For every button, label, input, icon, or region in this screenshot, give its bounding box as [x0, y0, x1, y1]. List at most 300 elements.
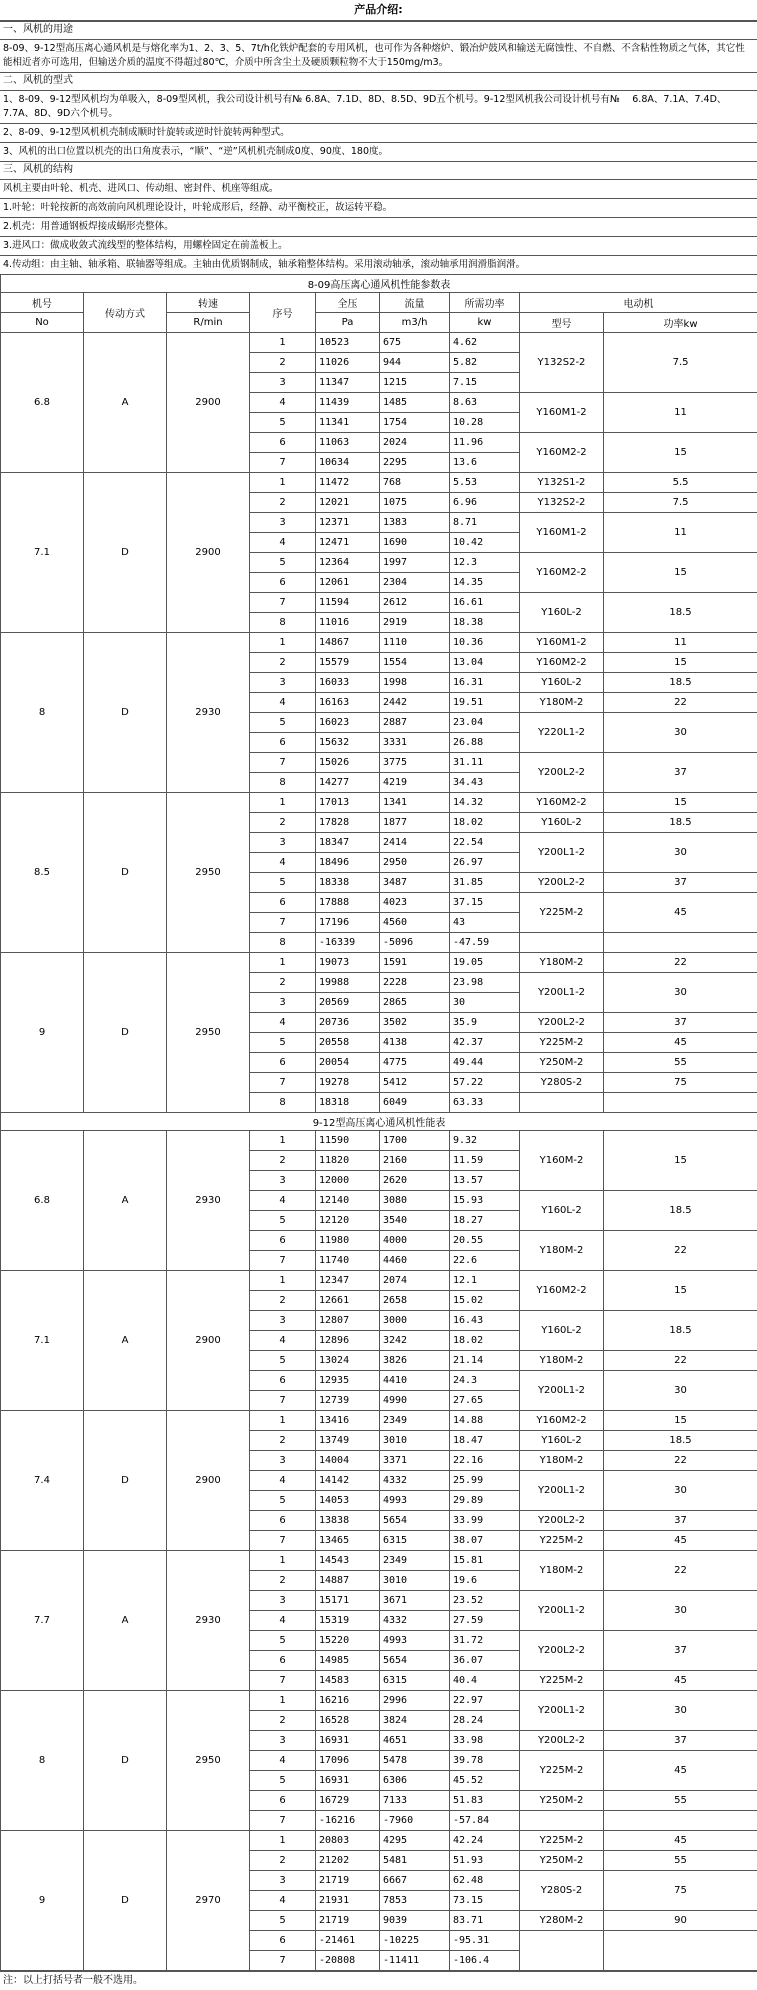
seq-cell: 3	[250, 1731, 316, 1751]
motor-type-cell: Y180M-2	[520, 1451, 604, 1471]
motor-power-cell: 75	[604, 1871, 757, 1911]
motor-type-cell	[520, 1931, 604, 1971]
pressure-cell: 15579	[316, 653, 380, 673]
motor-type-cell: Y160L-2	[520, 1311, 604, 1351]
power-cell: 42.37	[450, 1033, 520, 1053]
header-pressure: 全压	[316, 293, 380, 313]
seq-cell: 7	[250, 593, 316, 613]
pressure-cell: 12739	[316, 1391, 380, 1411]
motor-type-cell: Y200L2-2	[520, 1731, 604, 1751]
flow-cell: 6049	[380, 1093, 450, 1113]
header-model-unit: No	[1, 313, 84, 333]
table-title-912: 9-12型高压离心通风机性能表	[1, 1113, 757, 1131]
seq-cell: 5	[250, 1491, 316, 1511]
seq-cell: 7	[250, 913, 316, 933]
pressure-cell: 18347	[316, 833, 380, 853]
motor-type-cell: Y132S2-2	[520, 333, 604, 393]
motor-power-cell: 30	[604, 833, 757, 873]
flow-cell: 4651	[380, 1731, 450, 1751]
power-cell: 18.02	[450, 1331, 520, 1351]
seq-cell: 4	[250, 1751, 316, 1771]
power-cell: 5.53	[450, 473, 520, 493]
flow-cell: 2996	[380, 1691, 450, 1711]
pressure-cell: 19073	[316, 953, 380, 973]
pressure-cell: 20569	[316, 993, 380, 1013]
motor-type-cell: Y250M-2	[520, 1851, 604, 1871]
table-row	[1, 1411, 757, 1431]
drive-cell: D	[84, 473, 167, 633]
pressure-cell: 12661	[316, 1291, 380, 1311]
speed-cell: 2950	[167, 953, 250, 1113]
flow-cell: 4023	[380, 893, 450, 913]
power-cell: 14.35	[450, 573, 520, 593]
power-cell: 14.88	[450, 1411, 520, 1431]
flow-cell: -10225	[380, 1931, 450, 1951]
motor-type-cell: Y225M-2	[520, 1751, 604, 1791]
flow-cell: 7133	[380, 1791, 450, 1811]
flow-cell: 2160	[380, 1151, 450, 1171]
seq-cell: 8	[250, 933, 316, 953]
flow-cell: 1754	[380, 413, 450, 433]
section-struct-title: 三、风机的结构	[0, 161, 757, 179]
power-cell: 51.83	[450, 1791, 520, 1811]
pressure-cell: 21202	[316, 1851, 380, 1871]
seq-cell: 1	[250, 333, 316, 353]
pressure-cell: -20808	[316, 1951, 380, 1971]
seq-cell: 5	[250, 1033, 316, 1053]
power-cell: 8.63	[450, 393, 520, 413]
table-row	[1, 1691, 757, 1711]
pressure-cell: 11347	[316, 373, 380, 393]
motor-power-cell: 11	[604, 633, 757, 653]
power-cell: 31.11	[450, 753, 520, 773]
motor-type-cell: Y160M2-2	[520, 433, 604, 473]
pressure-cell: 18318	[316, 1093, 380, 1113]
flow-cell: 4990	[380, 1391, 450, 1411]
seq-cell: 5	[250, 1911, 316, 1931]
power-cell: 31.85	[450, 873, 520, 893]
pressure-cell: 16216	[316, 1691, 380, 1711]
motor-power-cell: 45	[604, 893, 757, 933]
flow-cell: 3671	[380, 1591, 450, 1611]
flow-cell: 4138	[380, 1033, 450, 1053]
motor-type-cell: Y180M-2	[520, 1231, 604, 1271]
power-cell: 14.32	[450, 793, 520, 813]
pressure-cell: 16931	[316, 1771, 380, 1791]
motor-power-cell: 37	[604, 1013, 757, 1033]
seq-cell: 7	[250, 1811, 316, 1831]
seq-cell: 5	[250, 1631, 316, 1651]
seq-cell: 7	[250, 1251, 316, 1271]
pressure-cell: -21461	[316, 1931, 380, 1951]
table-row	[1, 953, 757, 973]
seq-cell: 7	[250, 1391, 316, 1411]
pressure-cell: 11026	[316, 353, 380, 373]
seq-cell: 1	[250, 1131, 316, 1151]
flow-cell: 944	[380, 353, 450, 373]
motor-power-cell: 75	[604, 1073, 757, 1093]
seq-cell: 2	[250, 653, 316, 673]
power-cell: 33.98	[450, 1731, 520, 1751]
section-type-title: 二、风机的型式	[0, 72, 757, 90]
flow-cell: 4993	[380, 1491, 450, 1511]
flow-cell: 2919	[380, 613, 450, 633]
motor-power-cell: 15	[604, 553, 757, 593]
power-cell: 31.72	[450, 1631, 520, 1651]
power-cell: 39.78	[450, 1751, 520, 1771]
motor-power-cell	[604, 1931, 757, 1971]
seq-cell: 2	[250, 1571, 316, 1591]
power-cell: 10.28	[450, 413, 520, 433]
motor-type-cell: Y160M2-2	[520, 793, 604, 813]
page-title: 产品介绍:	[0, 0, 757, 21]
motor-type-cell	[520, 1093, 604, 1113]
section-struct-text-4: 4.传动组：由主轴、轴承箱、联轴器等组成。主轴由优质钢制成，轴承箱整体结构。采用滚动轴承，滚动轴承用润滑脂润滑。	[0, 255, 757, 274]
drive-cell: D	[84, 953, 167, 1113]
motor-power-cell: 37	[604, 753, 757, 793]
power-cell: 20.55	[450, 1231, 520, 1251]
flow-cell: 2304	[380, 573, 450, 593]
flow-cell: 3242	[380, 1331, 450, 1351]
power-cell: 27.65	[450, 1391, 520, 1411]
seq-cell: 3	[250, 673, 316, 693]
seq-cell: 6	[250, 893, 316, 913]
power-cell: 22.54	[450, 833, 520, 853]
model-cell: 9	[1, 1831, 84, 1971]
seq-cell: 2	[250, 1291, 316, 1311]
header-speed-unit: R/min	[167, 313, 250, 333]
flow-cell: 2295	[380, 453, 450, 473]
seq-cell: 7	[250, 753, 316, 773]
motor-power-cell: 45	[604, 1531, 757, 1551]
flow-cell: 3826	[380, 1351, 450, 1371]
pressure-cell: 15171	[316, 1591, 380, 1611]
power-cell: -95.31	[450, 1931, 520, 1951]
motor-type-cell: Y180M-2	[520, 953, 604, 973]
seq-cell: 2	[250, 973, 316, 993]
pressure-cell: 14053	[316, 1491, 380, 1511]
power-cell: 16.31	[450, 673, 520, 693]
table-title-row	[1, 1113, 757, 1131]
power-cell: 57.22	[450, 1073, 520, 1093]
motor-power-cell: 37	[604, 1731, 757, 1751]
motor-type-cell: Y160M-2	[520, 1131, 604, 1191]
header-power: 所需功率	[450, 293, 520, 313]
pressure-cell: 10634	[316, 453, 380, 473]
model-cell: 8.5	[1, 793, 84, 953]
flow-cell: 3010	[380, 1431, 450, 1451]
power-cell: 24.3	[450, 1371, 520, 1391]
table-row	[1, 1551, 757, 1571]
flow-cell: 2658	[380, 1291, 450, 1311]
motor-type-cell: Y200L2-2	[520, 1631, 604, 1671]
pressure-cell: 17096	[316, 1751, 380, 1771]
flow-cell: 4332	[380, 1471, 450, 1491]
motor-power-cell: 5.5	[604, 473, 757, 493]
power-cell: 11.59	[450, 1151, 520, 1171]
power-cell: 21.14	[450, 1351, 520, 1371]
power-cell: 42.24	[450, 1831, 520, 1851]
power-cell: 63.33	[450, 1093, 520, 1113]
motor-type-cell: Y200L2-2	[520, 1511, 604, 1531]
motor-type-cell: Y160M1-2	[520, 393, 604, 433]
seq-cell: 3	[250, 373, 316, 393]
seq-cell: 7	[250, 453, 316, 473]
power-cell: 18.47	[450, 1431, 520, 1451]
seq-cell: 6	[250, 1231, 316, 1251]
seq-cell: 7	[250, 1531, 316, 1551]
pressure-cell: -16339	[316, 933, 380, 953]
motor-power-cell: 45	[604, 1831, 757, 1851]
power-cell: 23.98	[450, 973, 520, 993]
power-cell: 19.05	[450, 953, 520, 973]
power-cell: 5.82	[450, 353, 520, 373]
flow-cell: -5096	[380, 933, 450, 953]
motor-power-cell: 30	[604, 1471, 757, 1511]
flow-cell: 2074	[380, 1271, 450, 1291]
pressure-cell: 15220	[316, 1631, 380, 1651]
seq-cell: 1	[250, 1271, 316, 1291]
flow-cell: 4219	[380, 773, 450, 793]
pressure-cell: 10523	[316, 333, 380, 353]
drive-cell: D	[84, 1831, 167, 1971]
power-cell: 34.43	[450, 773, 520, 793]
motor-power-cell: 30	[604, 1691, 757, 1731]
seq-cell: 3	[250, 1451, 316, 1471]
speed-cell: 2930	[167, 1131, 250, 1271]
power-cell: 30	[450, 993, 520, 1013]
table-row	[1, 793, 757, 813]
drive-cell: D	[84, 793, 167, 953]
pressure-cell: 14004	[316, 1451, 380, 1471]
motor-power-cell: 18.5	[604, 1311, 757, 1351]
motor-type-cell: Y200L2-2	[520, 753, 604, 793]
flow-cell: 1997	[380, 553, 450, 573]
motor-power-cell	[604, 1811, 757, 1831]
pressure-cell: 19278	[316, 1073, 380, 1093]
motor-type-cell: Y160L-2	[520, 673, 604, 693]
power-cell: 7.15	[450, 373, 520, 393]
power-cell: 18.27	[450, 1211, 520, 1231]
pressure-cell: 11820	[316, 1151, 380, 1171]
power-cell: -47.59	[450, 933, 520, 953]
motor-type-cell: Y160L-2	[520, 813, 604, 833]
table-row	[1, 633, 757, 653]
motor-power-cell: 55	[604, 1791, 757, 1811]
power-cell: 9.32	[450, 1131, 520, 1151]
power-cell: 37.15	[450, 893, 520, 913]
flow-cell: 1690	[380, 533, 450, 553]
table-row	[1, 1271, 757, 1291]
motor-power-cell: 22	[604, 1231, 757, 1271]
power-cell: -106.4	[450, 1951, 520, 1971]
power-cell: 62.48	[450, 1871, 520, 1891]
seq-cell: 7	[250, 1073, 316, 1093]
power-cell: 36.07	[450, 1651, 520, 1671]
seq-cell: 7	[250, 1671, 316, 1691]
pressure-cell: 14985	[316, 1651, 380, 1671]
seq-cell: 3	[250, 833, 316, 853]
header-drive: 传动方式	[84, 293, 167, 333]
model-cell: 6.8	[1, 333, 84, 473]
flow-cell: 1383	[380, 513, 450, 533]
pressure-cell: 21931	[316, 1891, 380, 1911]
motor-power-cell: 30	[604, 973, 757, 1013]
power-cell: 15.02	[450, 1291, 520, 1311]
seq-cell: 5	[250, 553, 316, 573]
seq-cell: 8	[250, 773, 316, 793]
pressure-cell: 11063	[316, 433, 380, 453]
pressure-cell: 12061	[316, 573, 380, 593]
flow-cell: 1485	[380, 393, 450, 413]
flow-cell: 2950	[380, 853, 450, 873]
seq-cell: 6	[250, 1931, 316, 1951]
power-cell: 12.3	[450, 553, 520, 573]
table-title-row	[1, 275, 757, 293]
motor-power-cell: 37	[604, 1631, 757, 1671]
flow-cell: 4560	[380, 913, 450, 933]
motor-type-cell: Y160M2-2	[520, 1411, 604, 1431]
motor-type-cell: Y220L1-2	[520, 713, 604, 753]
seq-cell: 2	[250, 1851, 316, 1871]
flow-cell: 5478	[380, 1751, 450, 1771]
motor-power-cell: 22	[604, 693, 757, 713]
seq-cell: 3	[250, 1591, 316, 1611]
header-motor: 电动机	[520, 293, 757, 313]
pressure-cell: 14543	[316, 1551, 380, 1571]
flow-cell: 2349	[380, 1551, 450, 1571]
speed-cell: 2900	[167, 1411, 250, 1551]
seq-cell: 1	[250, 633, 316, 653]
pressure-cell: 17828	[316, 813, 380, 833]
motor-power-cell: 7.5	[604, 333, 757, 393]
seq-cell: 6	[250, 1511, 316, 1531]
seq-cell: 5	[250, 873, 316, 893]
power-cell: 35.9	[450, 1013, 520, 1033]
seq-cell: 2	[250, 1711, 316, 1731]
pressure-cell: 20558	[316, 1033, 380, 1053]
flow-cell: 3010	[380, 1571, 450, 1591]
motor-type-cell: Y160L-2	[520, 593, 604, 633]
pressure-cell: 12347	[316, 1271, 380, 1291]
table-row	[1, 333, 757, 353]
seq-cell: 8	[250, 613, 316, 633]
seq-cell: 3	[250, 1311, 316, 1331]
seq-cell: 2	[250, 353, 316, 373]
model-cell: 7.4	[1, 1411, 84, 1551]
seq-cell: 4	[250, 853, 316, 873]
flow-cell: 2620	[380, 1171, 450, 1191]
power-cell: 25.99	[450, 1471, 520, 1491]
pressure-cell: 11980	[316, 1231, 380, 1251]
pressure-cell: 12140	[316, 1191, 380, 1211]
pressure-cell: 13465	[316, 1531, 380, 1551]
power-cell: 8.71	[450, 513, 520, 533]
pressure-cell: 14583	[316, 1671, 380, 1691]
motor-power-cell: 30	[604, 713, 757, 753]
pressure-cell: 11740	[316, 1251, 380, 1271]
pressure-cell: 14142	[316, 1471, 380, 1491]
motor-type-cell: Y200L1-2	[520, 1591, 604, 1631]
flow-cell: 5412	[380, 1073, 450, 1093]
flow-cell: 2865	[380, 993, 450, 1013]
seq-cell: 8	[250, 1093, 316, 1113]
pressure-cell: 11590	[316, 1131, 380, 1151]
power-cell: 10.42	[450, 533, 520, 553]
motor-type-cell: Y200L2-2	[520, 873, 604, 893]
motor-type-cell: Y200L1-2	[520, 1691, 604, 1731]
flow-cell: 4295	[380, 1831, 450, 1851]
seq-cell: 5	[250, 1771, 316, 1791]
seq-cell: 6	[250, 1371, 316, 1391]
flow-cell: 4000	[380, 1231, 450, 1251]
flow-cell: 2349	[380, 1411, 450, 1431]
power-cell: 28.24	[450, 1711, 520, 1731]
flow-cell: -7960	[380, 1811, 450, 1831]
motor-power-cell: 15	[604, 433, 757, 473]
power-cell: 19.51	[450, 693, 520, 713]
flow-cell: 2228	[380, 973, 450, 993]
pressure-cell: 15026	[316, 753, 380, 773]
flow-cell: 3824	[380, 1711, 450, 1731]
pressure-cell: 11594	[316, 593, 380, 613]
section-usage-title: 一、风机的用途	[0, 21, 757, 39]
section-type-text-3: 3、风机的出口位置以机壳的出口角度表示，“顺”、“逆”风机机壳制成0度、90度、180度。	[0, 142, 757, 161]
motor-power-cell: 15	[604, 1411, 757, 1431]
pressure-cell: 12021	[316, 493, 380, 513]
pressure-cell: 11341	[316, 413, 380, 433]
model-cell: 6.8	[1, 1131, 84, 1271]
power-cell: 83.71	[450, 1911, 520, 1931]
power-cell: 23.52	[450, 1591, 520, 1611]
flow-cell: 2887	[380, 713, 450, 733]
speed-cell: 2900	[167, 1271, 250, 1411]
flow-cell: 4410	[380, 1371, 450, 1391]
speed-cell: 2900	[167, 333, 250, 473]
section-type-text-1: 1、8-09、9-12型风机均为单吸入，8-09型风机，我公司设计机号有№ 6.8A、7.1D、8D、8.5D、9D五个机号。9-12型风机我公司设计机号有№ 6.8A、7.1A、7.4D、7.7A、8D、9D六个机号。	[0, 90, 757, 123]
pressure-cell: 12807	[316, 1311, 380, 1331]
motor-type-cell: Y160M2-2	[520, 653, 604, 673]
model-cell: 8	[1, 1691, 84, 1831]
motor-type-cell: Y160M2-2	[520, 553, 604, 593]
motor-power-cell: 55	[604, 1053, 757, 1073]
motor-type-cell: Y280S-2	[520, 1073, 604, 1093]
motor-power-cell: 45	[604, 1751, 757, 1791]
power-cell: 43	[450, 913, 520, 933]
power-cell: -57.84	[450, 1811, 520, 1831]
motor-power-cell: 22	[604, 1551, 757, 1591]
flow-cell: 2024	[380, 433, 450, 453]
motor-type-cell: Y132S1-2	[520, 473, 604, 493]
flow-cell: 3331	[380, 733, 450, 753]
table-body-809	[1, 275, 757, 1113]
model-cell: 7.1	[1, 1271, 84, 1411]
power-cell: 51.93	[450, 1851, 520, 1871]
seq-cell: 2	[250, 813, 316, 833]
speed-cell: 2950	[167, 1691, 250, 1831]
table-row	[1, 1131, 757, 1151]
motor-power-cell: 30	[604, 1591, 757, 1631]
performance-table	[0, 274, 757, 1971]
pressure-cell: 16163	[316, 693, 380, 713]
power-cell: 22.16	[450, 1451, 520, 1471]
flow-cell: 4775	[380, 1053, 450, 1073]
seq-cell: 5	[250, 1351, 316, 1371]
flow-cell: 3080	[380, 1191, 450, 1211]
pressure-cell: 21719	[316, 1871, 380, 1891]
motor-power-cell: 7.5	[604, 493, 757, 513]
flow-cell: 1554	[380, 653, 450, 673]
